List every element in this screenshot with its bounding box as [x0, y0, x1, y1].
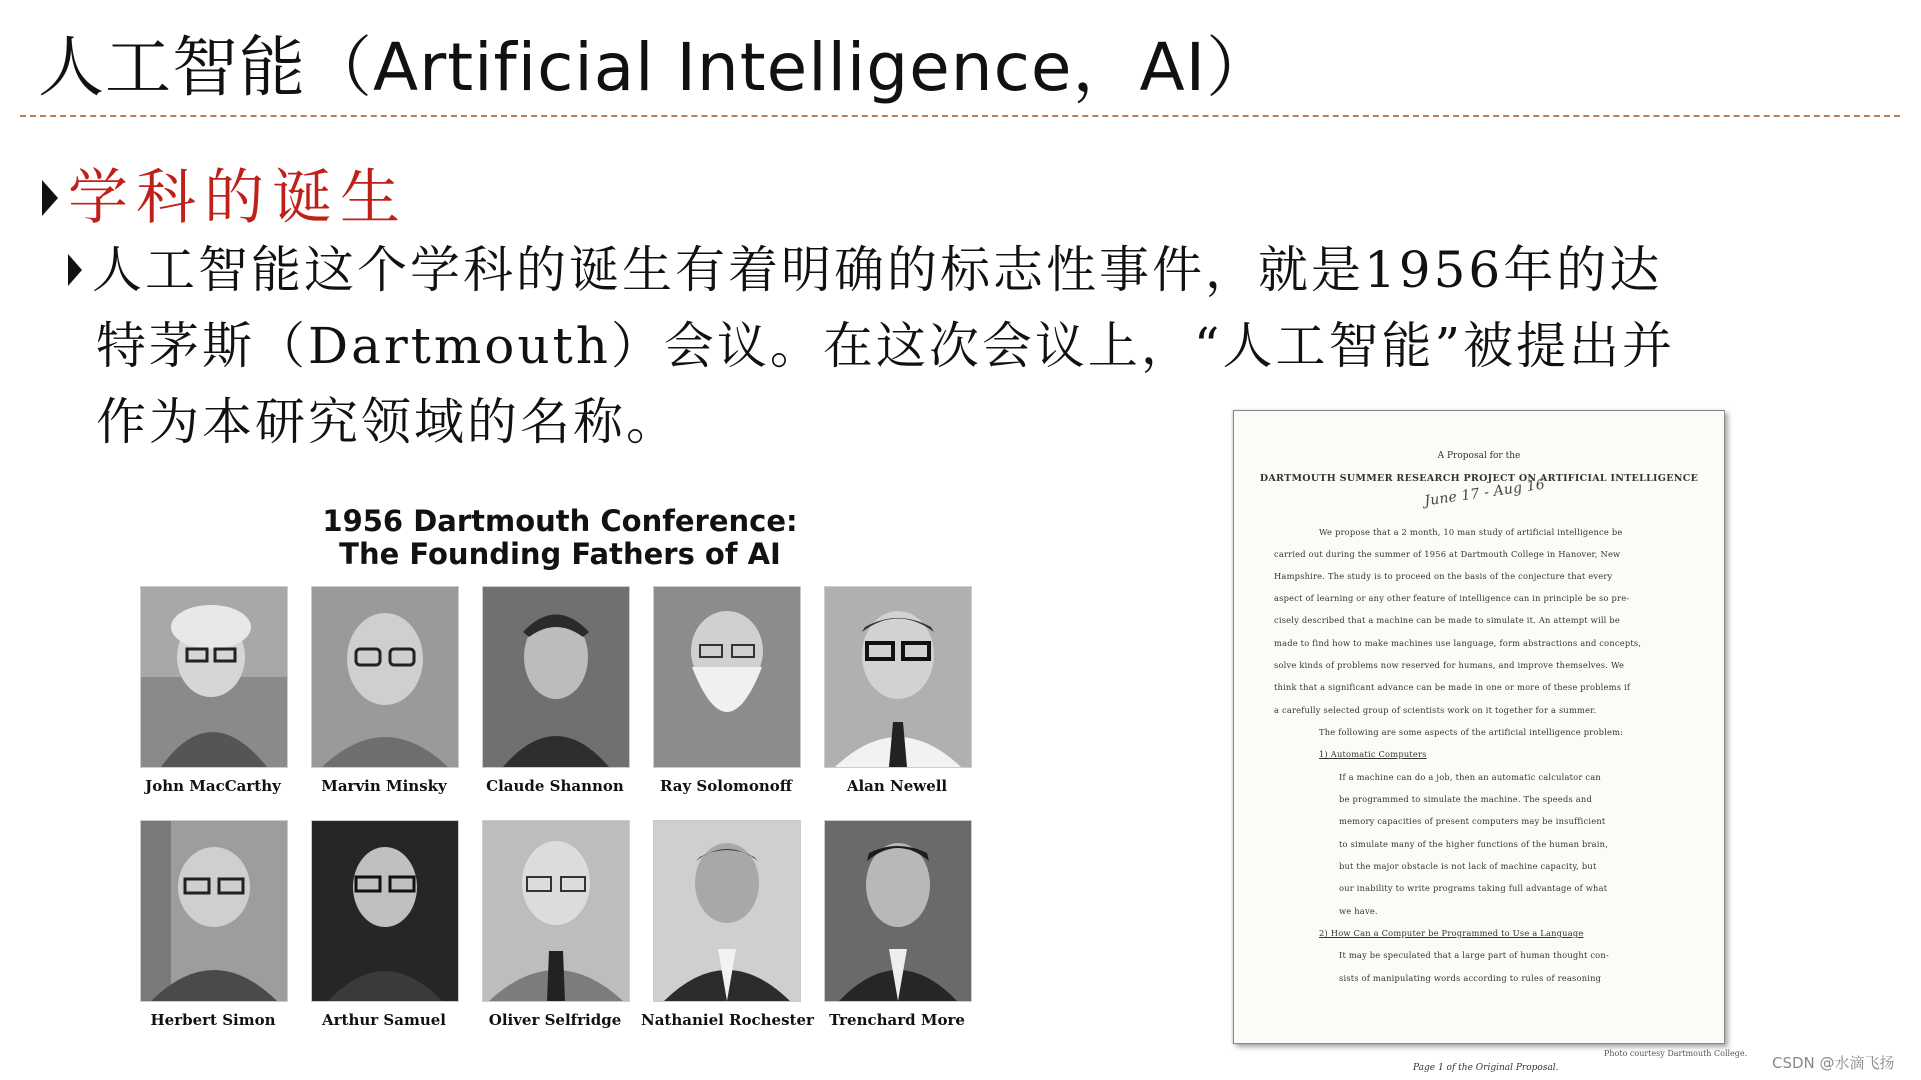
portrait-photo — [824, 820, 972, 1002]
title-divider — [20, 115, 1900, 117]
proposal-line: memory capacities of present computers may be insufficient — [1339, 816, 1606, 826]
proposal-handwriting: June 17 - Aug 16 — [1423, 476, 1546, 510]
portrait-photo — [653, 820, 801, 1002]
portrait-photo — [482, 586, 630, 768]
proposal-item-heading: 2) How Can a Computer be Programmed to Use a Language — [1319, 928, 1584, 938]
proposal-line: but the major obstacle is not lack of machine capacity, but — [1339, 861, 1597, 871]
proposal-line: our inability to write programs taking full advantage of what — [1339, 883, 1608, 893]
proposal-line: be programmed to simulate the machine. The speeds and — [1339, 794, 1592, 804]
proposal-line: If a machine can do a job, then an automatic calculator can — [1339, 772, 1601, 782]
portrait-caption: Marvin Minsky — [321, 777, 447, 795]
bullet-triangle-icon — [42, 180, 58, 216]
proposal-line: sists of manipulating words according to rules of reasoning — [1339, 973, 1602, 983]
portrait-photo — [824, 586, 972, 768]
proposal-line: to simulate many of the higher functions of the human brain, — [1339, 839, 1609, 849]
portrait-photo — [482, 820, 630, 1002]
proposal-line: a carefully selected group of scientists work on it together for a summer. — [1274, 705, 1597, 715]
watermark: CSDN @水滴飞扬 — [1772, 1054, 1895, 1072]
proposal-pretitle: A Proposal for the — [1437, 451, 1521, 461]
portrait-caption: Claude Shannon — [486, 777, 624, 795]
portrait-photo — [140, 586, 288, 768]
proposal-caption: Page 1 of the Original Proposal. — [1413, 1063, 1559, 1073]
portrait-caption: Nathaniel Rochester — [641, 1011, 814, 1029]
proposal-line: think that a significant advance can be made in one or more of these problems if — [1274, 682, 1631, 692]
proposal-line: carried out during the summer of 1956 at Dartmouth College in Hanover, New — [1274, 549, 1621, 559]
photo-credit: Photo courtesy Dartmouth College. — [1604, 1049, 1748, 1058]
portrait-photo — [140, 820, 288, 1002]
portrait-caption: Oliver Selfridge — [488, 1011, 622, 1029]
conference-title — [300, 505, 820, 571]
proposal-line: Hampshire. The study is to proceed on the basis of the conjecture that every — [1274, 571, 1613, 581]
conference-title-line: 1956 Dartmouth Conference: — [322, 504, 798, 538]
proposal-line: made to find how to make machines use language, form abstractions and concepts, — [1274, 638, 1642, 648]
proposal-item-heading: 1) Automatic Computers — [1319, 749, 1427, 759]
portrait-caption: Ray Solomonoff — [659, 777, 793, 795]
proposal-line: The following are some aspects of the artificial intelligence problem: — [1319, 727, 1624, 737]
paragraph-line: 人工智能这个学科的诞生有着明确的标志性事件，就是1956年的达 — [68, 232, 1908, 308]
slide-title: 人工智能（Artificial Intelligence，AI） — [38, 29, 1274, 106]
paragraph-line: 特茅斯（Dartmouth）会议。在这次会议上，“人工智能”被提出并 — [96, 317, 1676, 375]
proposal-line: cisely described that a machine can be made to simulate it. An attempt will be — [1274, 615, 1620, 625]
proposal-line: We propose that a 2 month, 10 man study of artificial intelligence be — [1319, 527, 1623, 537]
conference-title-line: The Founding Fathers of AI — [339, 537, 781, 571]
portrait-caption: Trenchard More — [829, 1011, 965, 1029]
proposal-line: we have. — [1339, 906, 1378, 916]
portrait-caption: John MacCarthy — [145, 777, 281, 795]
section-heading — [42, 150, 408, 236]
portrait-photo — [311, 586, 459, 768]
paragraph-line: 作为本研究领域的名称。 — [96, 393, 679, 451]
proposal-line: aspect of learning or any other feature of intelligence can in principle be so pre- — [1274, 593, 1630, 603]
portrait-photo — [311, 820, 459, 1002]
portrait-caption: Alan Newell — [846, 777, 948, 795]
proposal-line: It may be speculated that a large part of human thought con- — [1339, 950, 1609, 960]
proposal-document-scan — [1233, 410, 1725, 1044]
portrait-caption: Arthur Samuel — [322, 1011, 446, 1029]
portrait-caption: Herbert Simon — [150, 1011, 276, 1029]
section-heading-text: 学科的诞生 — [68, 163, 408, 233]
proposal-title: DARTMOUTH SUMMER RESEARCH PROJECT ON ARTIFICIAL INTELLIGENCE — [1259, 473, 1699, 484]
proposal-line: solve kinds of problems now reserved for humans, and improve themselves. We — [1274, 660, 1625, 670]
portrait-photo — [653, 586, 801, 768]
bullet-triangle-icon — [68, 254, 82, 286]
